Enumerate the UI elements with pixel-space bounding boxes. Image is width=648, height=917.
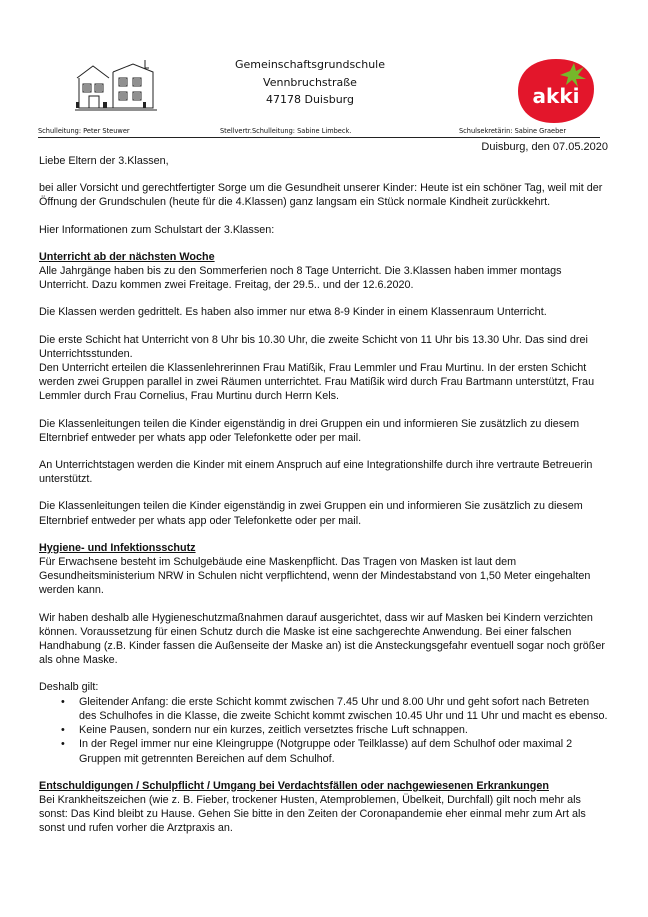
salutation: Liebe Eltern der 3.Klassen,: [39, 155, 169, 167]
excuses-paragraph-1: Bei Krankheitszeichen (wie z. B. Fieber, trockener Husten, Atemproblemen, Übelkeit, Durchfall) gilt noch mehr als sonst: Das Kind bleibt zu Hause. Gehen Sie bitte in den Zeiten der Coronapandemie eher einmal mehr zum Art als sonst und rufen vorher die Arztpraxis an.: [39, 793, 586, 835]
akki-logo-text: akki: [532, 84, 580, 108]
lessons-paragraph-4: Die Klassenleitungen teilen die Kinder eigenständig in drei Gruppen ein und informieren Sie zusätzlich zu diesem Elternbrief entweder per whats app oder Telefonkette oder per mail.: [39, 417, 580, 444]
lessons-paragraph-1: Alle Jahrgänge haben bis zu den Sommerferien noch 8 Tage Unterricht. Die 3.Klassen haben immer montags Unterricht. Dazu kommen zwei Freitage. Freitag, der 29.5.. und der 12.6.2020.: [39, 265, 562, 292]
list-item: • In der Regel immer nur eine Kleingruppe (Notgruppe oder Teilklasse) auf dem Schulhof oder maximal 2 Gruppen mit getrennten Bereichen auf dem Schulhof.: [39, 737, 609, 765]
section-heading-excuses: [39, 779, 609, 793]
school-name: Gemeinschaftsgrundschule: [235, 58, 385, 71]
school-header: [190, 56, 430, 109]
intro-paragraph: bei aller Vorsicht und gerechtfertigter Sorge um die Gesundheit unserer Kinder: Heute ist ein schöner Tag, weil mit der Öffnung der Grundschulen (heute für die 4.Klassen) ganz langsam ein Stück normale Kindheit zurückkehrt.: [39, 182, 603, 209]
school-secretary: Schulsekretärin: Sabine Graeber: [459, 127, 567, 135]
section-heading-excuses-text: Entschuldigungen / Schulpflicht / Umgang bei Verdachtsfällen oder nachgewiesenen Erkrankungen: [39, 779, 549, 792]
akki-logo: [516, 57, 596, 125]
letter-body: [39, 154, 609, 849]
hygiene-lead: Deshalb gilt:: [39, 681, 99, 694]
info-paragraph: Hier Informationen zum Schulstart der 3.Klassen:: [39, 223, 275, 236]
hygiene-paragraph-2: Wir haben deshalb alle Hygieneschutzmaßnahmen darauf ausgerichtet, dass wir auf Masken bei Kindern verzichten können. Voraussetzung für einen Schutz durch die Maske ist eine sachgerechte Anwendung. Bei einer falschen Handhabung (z.B. Kinder fassen die Außenseite der Maske an) ist die Ansteckungsgefahr eventuell sogar noch größer als ohne Maske.: [39, 611, 605, 667]
lessons-paragraph-3a: Die erste Schicht hat Unterricht von 8 Uhr bis 10.30 Uhr, die zweite Schicht von 11 Uhr bis 13.30 Uhr. Das sind drei Unterrichtsstunden.: [39, 333, 588, 360]
list-item: • Keine Pausen, sondern nur ein kurzes, zeitlich versetztes frische Luft schnappen.: [39, 723, 609, 737]
school-city: 47178 Duisburg: [266, 93, 354, 106]
lessons-paragraph-2: Die Klassen werden gedrittelt. Es haben also immer nur etwa 8-9 Kinder in einem Klassenraum Unterricht.: [39, 306, 547, 319]
deputy-head: Stellvertr.Schulleitung: Sabine Limbeck.: [220, 127, 352, 135]
lessons-paragraph-6: Die Klassenleitungen teilen die Kinder eigenständig in zwei Gruppen ein und informieren Sie zusätzlich zu diesem Elternbrief entweder per whats app oder Telefonkette oder per mail.: [39, 500, 583, 527]
hygiene-rules-list: [39, 695, 609, 766]
list-item: • Gleitender Anfang: die erste Schicht kommt zwischen 7.45 Uhr und 8.00 Uhr und geht sofort nach Betreten des Schulhofes in die Klasse, die zweite Schicht kommt zwischen 10.45 Uhr und 11 Uhr und macht es ebenso.: [39, 695, 609, 723]
head-of-school: Schulleitung: Peter Steuwer: [38, 127, 130, 135]
section-heading-lessons: Unterricht ab der nächsten Woche: [39, 250, 215, 263]
school-building-logo: [73, 58, 158, 114]
lessons-paragraph-3b: Den Unterricht erteilen die Klassenlehrerinnen Frau Matißik, Frau Lemmler und Frau Murtinu. In der ersten Schicht werden zwei Gruppen parallel in zwei Räumen unterrichtet. Frau Matißik wird durch Frau Bartmann unterstützt, Frau Lemmler durch Frau Cornelius, Frau Murtinu durch Herrn Kels.: [39, 362, 595, 403]
lessons-paragraph-5: An Unterrichtstagen werden die Kinder mit einem Anspruch auf eine Integrationshilfe durch ihre vertraute Betreuerin unterstützt.: [39, 459, 593, 486]
letter-date: Duisburg, den 07.05.2020: [481, 141, 608, 153]
hygiene-paragraph-1: Für Erwachsene besteht im Schulgebäude eine Maskenpflicht. Das Tragen von Masken ist laut dem Gesundheitsministerium NRW in Schulen nicht verpflichtend, wenn der Mindestabstand von 1,50 Meter eingehalten werden kann.: [39, 556, 591, 597]
school-street: Vennbruchstraße: [263, 75, 357, 89]
header-divider: [38, 137, 600, 138]
section-heading-hygiene: Hygiene- und Infektionsschutz: [39, 541, 196, 554]
